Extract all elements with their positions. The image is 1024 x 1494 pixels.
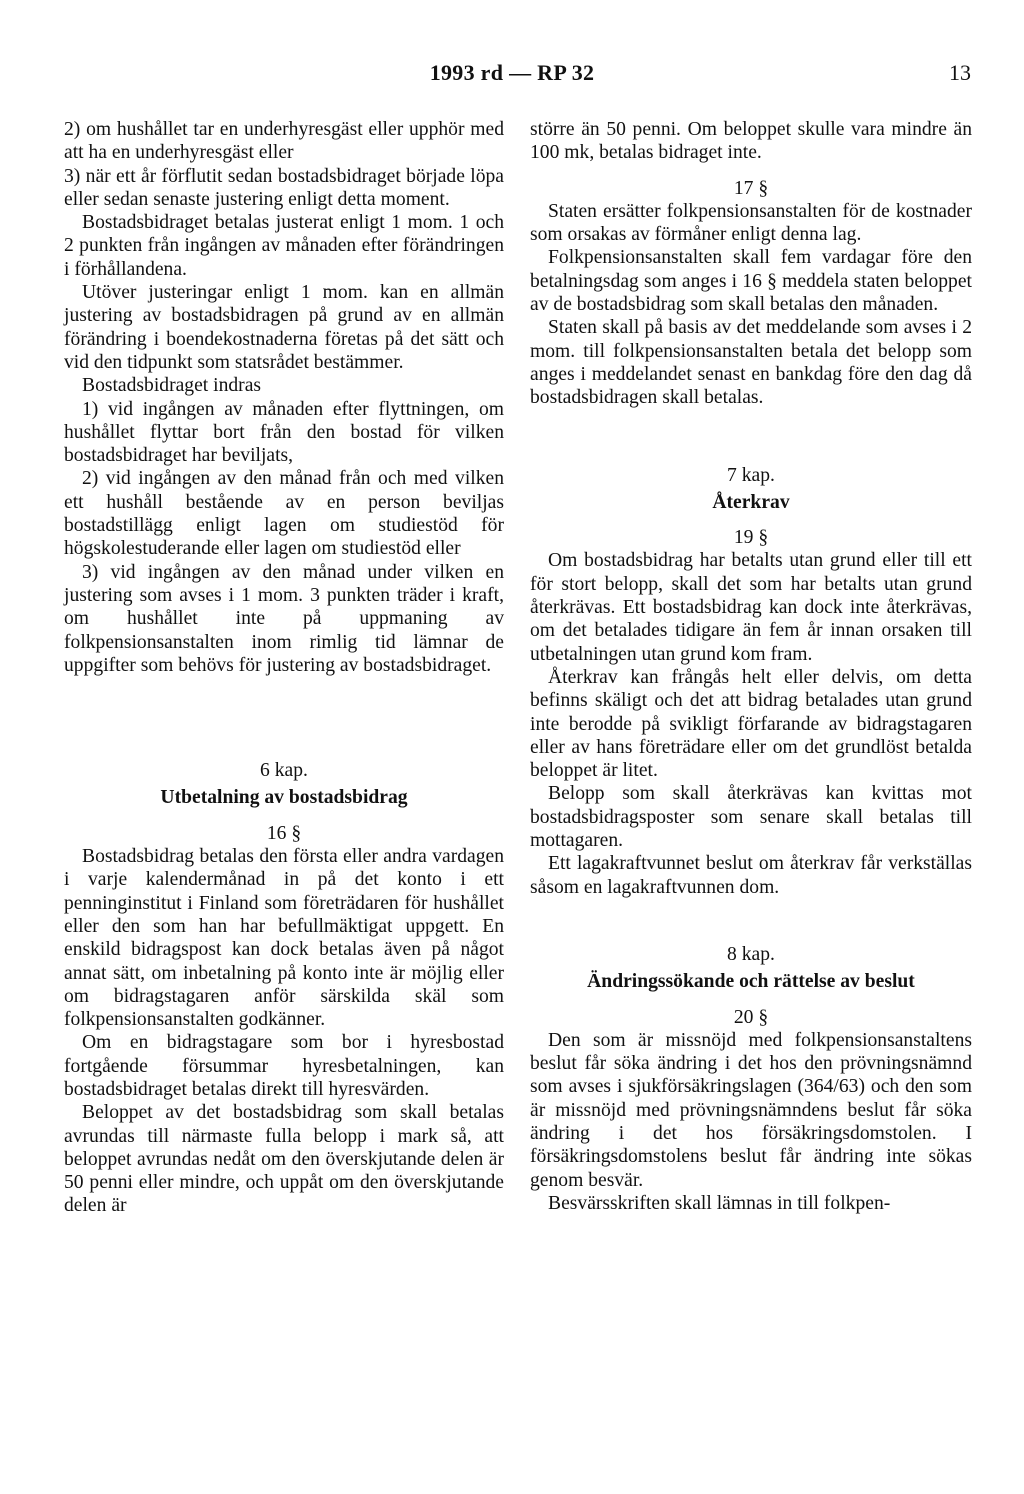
chapter-heading: 7 kap. bbox=[727, 464, 775, 486]
paragraph: 1) vid ingången av månaden efter flyttningen, om hushållet flyttar bort från den bostad för vilken bostadsbidraget har beviljats, bbox=[64, 398, 504, 467]
paragraph: Folkpensionsanstalten skall fem vardagar före den betalningsdag som anges i 16 § meddela staten beloppet av de bostadsbidrag som skall betalas den månaden. bbox=[530, 247, 972, 316]
paragraph: Bostadsbidraget indras bbox=[82, 375, 262, 397]
paragraph: Om bostadsbidrag har betalts utan grund eller till ett för stort belopp, skall det som har betalts utan grund återkrävas. Ett bostadsbidrag kan dock inte återkrävas, om det betalades tidigare än fem år innan orsaken till utbetalningen utan grund kom fram. bbox=[530, 550, 972, 665]
chapter-heading: 6 kap. bbox=[260, 760, 308, 782]
paragraph: Utöver justeringar enligt 1 mom. kan en allmän justering av bostadsbidragen på grund av en allmän förändring i boendekostnaderna företas på det sätt och vid den tidpunkt som statsrådet bestämmer. bbox=[64, 282, 504, 373]
document-title: 1993 rd — RP 32 bbox=[429, 60, 595, 85]
paragraph: större än 50 penni. Om beloppet skulle vara mindre än 100 mk, betalas bidraget inte. bbox=[530, 119, 972, 164]
page-number: 13 bbox=[949, 60, 971, 85]
right-column bbox=[530, 118, 972, 1215]
chapter-title: Utbetalning av bostadsbidrag bbox=[160, 787, 408, 809]
chapter-title: Återkrav bbox=[712, 491, 790, 513]
section-heading: 19 § bbox=[733, 527, 769, 549]
paragraph: Bostadsbidrag betalas den första eller andra vardagen i varje kalendermånad in på det konto i ett penninginstitut i Finland som företrädaren för hushållet eller den som han har befullmäktigat uppgett. En enskild bidragspost kan dock betalas även på något annat sätt, om inbetalning på konto inte är möjlig eller om bidragstagaren anför särskilda skäl som folkpensionsanstalten godkänner. bbox=[64, 846, 504, 1031]
paragraph: Belopp som skall återkrävas kan kvittas mot bostadsbidragsposter som senare skall betalas till mottagaren. bbox=[530, 783, 972, 852]
paragraph: Återkrav kan frångås helt eller delvis, om detta befinns skäligt och det att bidrag betalades utan grund inte berodde på svikligt förfarande av bidragstagaren eller av hans företrädare eller om det grundlöst betalda beloppet är litet. bbox=[530, 666, 972, 782]
paragraph: Besvärsskriften skall lämnas in till folkpen- bbox=[548, 1192, 891, 1214]
paragraph: Den som är missnöjd med folkpensionsanstaltens beslut får söka ändring i det hos den prövningsnämnd som avses i sjukförsäkringslagen (364/63) och den som är missnöjd med prövningsnämndens beslut får söka ändring i det hos försäkringsdomstolen. I försäkringsdomstolens beslut får ändring inte sökas genom besvär. bbox=[530, 1029, 972, 1191]
paragraph: Staten skall på basis av det meddelande som avses i 2 mom. till folkpensionsanstalten betala det belopp som anges i meddelandet senast en bankdag före den dag då bostadsbidragen skall betalas. bbox=[530, 317, 972, 409]
paragraph: 2) om hushållet tar en underhyresgäst eller upphör med att ha en underhyresgäst eller bbox=[64, 119, 504, 164]
paragraph: 3) vid ingången av den månad under vilken en justering som avses i 1 mom. 3 punkten träder i kraft, om hushållet inte på uppmaning av folkpensionsanstalten inom rimlig tid lämnar de uppgifter som behövs för justering av bostadsbidraget. bbox=[64, 561, 504, 676]
paragraph: Staten ersätter folkpensionsanstalten för de kostnader som orsakas av förmåner enligt denna lag. bbox=[530, 200, 972, 246]
paragraph: Ett lagakraftvunnet beslut om återkrav får verkställas såsom en lagakraftvunnen dom. bbox=[530, 853, 972, 898]
paragraph: Beloppet av det bostadsbidrag som skall betalas avrundas till närmaste fulla belopp i mark så, att beloppet avrundas nedåt om den överskjutande delen är 50 penni eller mindre, och uppåt om den överskjutande delen är bbox=[64, 1102, 504, 1217]
left-column bbox=[64, 118, 504, 1218]
chapter-heading: 8 kap. bbox=[727, 943, 775, 965]
section-heading: 17 § bbox=[733, 177, 769, 199]
page-header bbox=[0, 60, 1024, 90]
section-heading: 20 § bbox=[733, 1006, 769, 1028]
section-heading: 16 § bbox=[266, 822, 302, 844]
paragraph: 3) när ett år förflutit sedan bostadsbidraget började löpa eller sedan senaste justering enligt detta moment. bbox=[64, 165, 504, 210]
paragraph: Om en bidragstagare som bor i hyresbostad fortgående försummar hyresbetalningen, kan bostadsbidraget betalas direkt till hyresvärden. bbox=[64, 1032, 504, 1100]
chapter-title: Ändringssökande och rättelse av beslut bbox=[587, 971, 915, 993]
paragraph: Bostadsbidraget betalas justerat enligt 1 mom. 1 och 2 punkten från ingången av månaden efter förändringen i förhållandena. bbox=[64, 212, 504, 280]
paragraph: 2) vid ingången av den månad från och med vilken ett hushåll bestående av en person beviljas bostadstillägg enligt lagen om studiestöd för högskolestuderande eller lagen om studiestöd eller bbox=[64, 468, 504, 560]
